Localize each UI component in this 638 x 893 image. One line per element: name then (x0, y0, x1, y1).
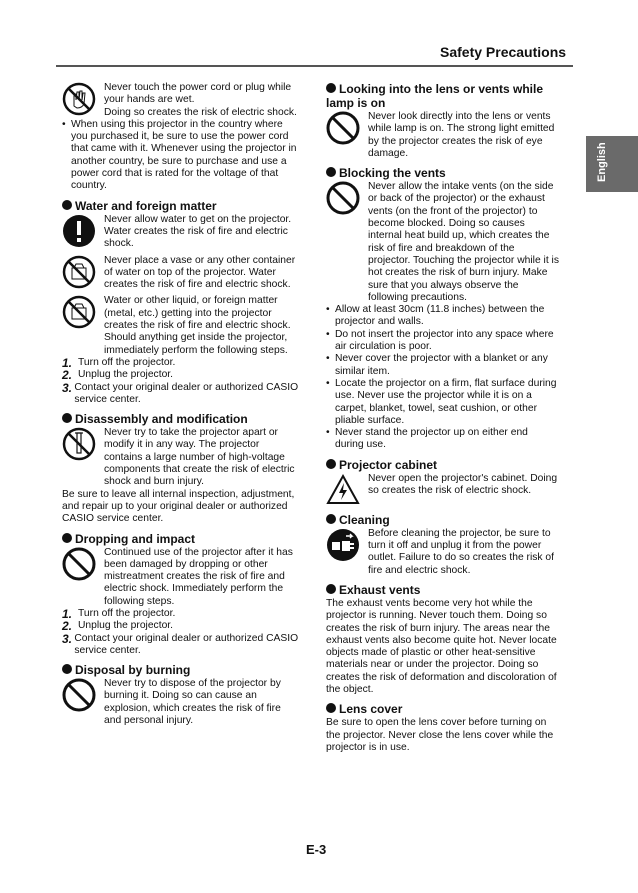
list-item: • Never cover the projector with a blanket or any similar item. (335, 353, 559, 378)
bullet-icon (62, 413, 72, 423)
water-text-1: Never allow water to get on the projector. Water creates the risk of fire and electric shock. (104, 213, 292, 250)
list-item: • Do not insert the projector into any space where air circulation is poor. (335, 329, 559, 354)
disassembly-heading: Disassembly and modification (62, 412, 300, 426)
no-disassembly-icon (62, 427, 104, 461)
bullet-icon (326, 167, 336, 177)
bullet-icon (62, 533, 72, 543)
prohibited-icon (62, 678, 104, 712)
header-rule (56, 65, 573, 67)
bullet-icon (326, 703, 336, 713)
disassembly-text: Never try to take the projector apart or modify it in any way. The projector contains a large number of high-voltage components that create the risk of electric shock and burn injury. (104, 427, 295, 488)
list-item: • Locate the projector on a firm, flat surface during use. Never use the projector while it is on a carpet, blanket, towel, seat cushion, or other pliable surface. (335, 378, 559, 427)
intro-text-1: Never touch the power cord or plug while your hands are wet. (104, 82, 292, 106)
prohibited-icon (326, 111, 368, 145)
left-column (62, 82, 300, 727)
prohibited-icon (62, 547, 104, 581)
warning-exclamation-icon (62, 214, 104, 248)
bullet-icon (326, 83, 336, 93)
list-item: • Never stand the projector up on either end during use. (335, 427, 559, 452)
blocking-heading: Blocking the vents (326, 166, 559, 180)
dropping-heading: Dropping and impact (62, 532, 300, 546)
page-number: E-3 (306, 842, 327, 857)
looking-text: Never look directly into the lens or vents while lamp is on. The strong light emitted by the projector creates the risk of eye damage. (368, 111, 555, 159)
intro-bullet: • When using this projector in the country where you purchased it, be sure to use the power cord that came with it. Whenever using the projector in another country, be sure to purchase and use a power cord that is rated for the voltage of that country. (71, 119, 300, 193)
bullet-icon (326, 584, 336, 594)
electric-shock-icon (326, 473, 368, 507)
bullet-icon (62, 200, 72, 210)
water-text-2: Never place a vase or any other container of water on top of the projector. Water creates the risk of fire and electric shock. (104, 254, 296, 291)
step-b-2: 2. Unplug the projector. (62, 619, 174, 634)
cleaning-heading: Cleaning (326, 513, 559, 527)
step-a-3: 3. Contact your original dealer or authorized CASIO service center. (62, 380, 299, 405)
language-tab (586, 136, 638, 192)
step-b-1: 1. Turn off the projector. (62, 606, 176, 621)
blocking-text: Never allow the intake vents (on the side or back of the projector) or the exhaust vents (on the front of the projector) to become blocked. Doing so causes internal heat build up, which creates the risk of fire and breakdown of the projector. Touching the projector while it is hot creates the risk of burn injury. Make sure that you always observe the following precautions. (368, 181, 559, 303)
burning-text: Never try to dispose of the projector by burning it. Doing so can cause an explosion, which creates the risk of fire and personal injury. (104, 678, 281, 727)
list-item: • Allow at least 30cm (11.8 inches) between the projector and walls. (335, 304, 559, 329)
cabinet-text: Never open the projector's cabinet. Doing so creates the risk of electric shock. (368, 472, 558, 497)
no-water-icon (62, 255, 104, 289)
lens-cover-text: Be sure to open the lens cover before turning on the projector. Never close the lens cover while the projector is in use. (326, 717, 554, 753)
prohibited-icon (326, 181, 368, 215)
cleaning-text: Before cleaning the projector, be sure to turn it off and unplug it from the power outlet. Failure to do so creates the risk of fire and electric shock. (368, 527, 555, 576)
dropping-text: Continued use of the projector after it has been damaged by dropping or other mistreatment creates the risk of fire and electric shock. Immediately perform the following steps. (104, 546, 293, 607)
cabinet-heading: Projector cabinet (326, 458, 559, 472)
lens-cover-heading: Lens cover (326, 702, 559, 716)
page-title: Safety Precautions (440, 44, 567, 60)
bullet-icon (326, 459, 336, 469)
disassembly-note: Be sure to leave all internal inspection, adjustment, and repair up to your original dealer or authorized CASIO service center. (62, 488, 295, 525)
bullet-icon (326, 514, 336, 524)
step-b-3: 3. Contact your original dealer or authorized CASIO service center. (62, 631, 299, 656)
blocking-list (326, 304, 559, 452)
intro-text-2: Doing so creates the risk of electric shock. (104, 106, 297, 118)
language-label: English (596, 142, 608, 182)
water-heading: Water and foreign matter (62, 199, 300, 213)
no-wet-hands-icon (62, 82, 104, 116)
unplug-icon (326, 528, 368, 562)
exhaust-text: The exhaust vents become very hot while the projector is running. Never touch them. Doing so creates the risk of burn injury. The areas near the exhaust vents also become quite hot. Never locate objects made of plastic or other heat-sensitive materials near or under the projector. Doing so creates the risk of deformation and discoloration of the object. (326, 597, 557, 695)
step-a-1: 1. Turn off the projector. (62, 355, 176, 370)
exhaust-heading: Exhaust vents (326, 583, 559, 597)
looking-heading: Looking into the lens or vents while lamp is on (326, 82, 544, 110)
right-column (326, 82, 559, 754)
no-foreign-matter-icon (62, 295, 104, 329)
bullet-icon (62, 664, 72, 674)
step-a-2: 2. Unplug the projector. (62, 368, 174, 383)
burning-heading: Disposal by burning (62, 663, 300, 677)
water-text-3: Water or other liquid, or foreign matter (metal, etc.) getting into the projector creates the risk of fire and electric shock. Should anything get inside the projector, immediately perform the following steps. (104, 295, 291, 356)
